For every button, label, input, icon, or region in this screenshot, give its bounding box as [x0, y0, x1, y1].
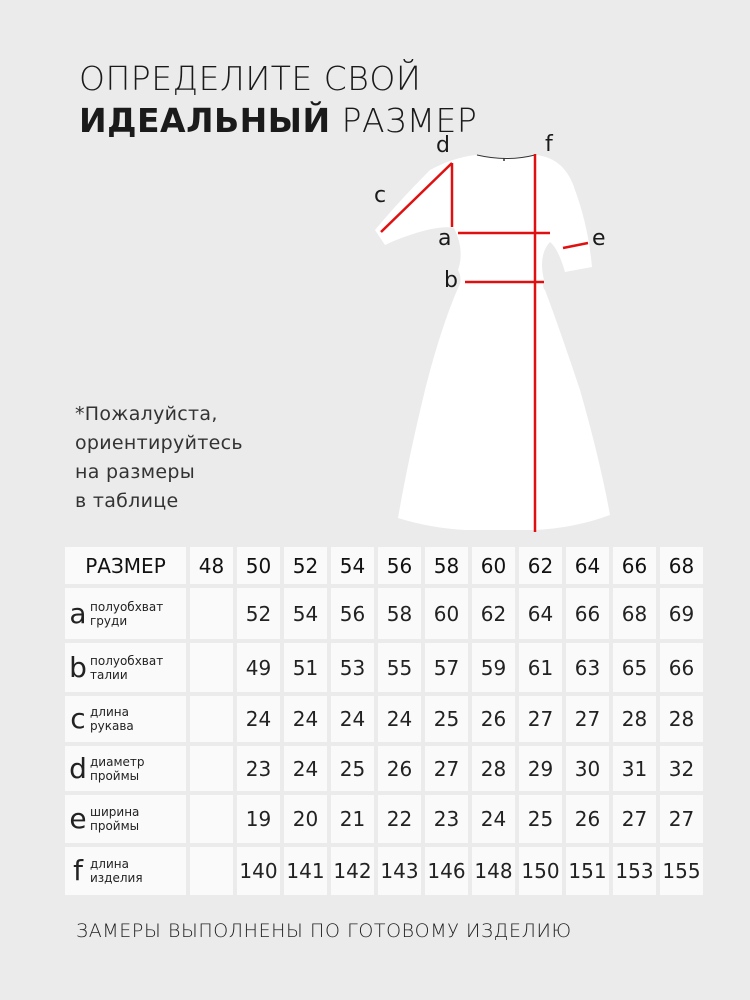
- measure-letter: f: [73, 854, 83, 887]
- size-header: 62: [519, 547, 562, 584]
- measure-desc: полуобхват: [90, 599, 164, 614]
- label-c: c: [374, 183, 387, 208]
- title-line-1: ОПРЕДЕЛИТЕ СВОЙ: [79, 59, 422, 98]
- table-cell: 57: [425, 643, 468, 692]
- table-cell: 28: [660, 696, 703, 742]
- table-cell: 60: [425, 588, 468, 639]
- table-cell: 27: [425, 746, 468, 791]
- table-row: [65, 588, 703, 639]
- table-cell: 24: [331, 696, 374, 742]
- table-cell: 24: [284, 696, 327, 742]
- dress-shape: [375, 155, 610, 530]
- table-cell: 27: [519, 696, 562, 742]
- measure-letter: b: [69, 650, 87, 684]
- table-cell: 27: [613, 795, 656, 843]
- title-bold-word: ИДЕАЛЬНЫЙ: [79, 101, 331, 140]
- table-cell: 19: [237, 795, 280, 843]
- table-cell: 24: [237, 696, 280, 742]
- table-cell: [190, 847, 233, 895]
- note-line: на размеры: [75, 461, 195, 483]
- table-cell: 150: [519, 847, 562, 895]
- measure-letter: e: [69, 802, 87, 835]
- table-cell: 148: [472, 847, 515, 895]
- table-cell: [190, 588, 233, 639]
- table-cell: 143: [378, 847, 421, 895]
- size-header: 50: [237, 547, 280, 584]
- table-cell: 69: [660, 588, 703, 639]
- measure-letter: d: [69, 751, 87, 785]
- row-label: [65, 847, 186, 895]
- table-cell: 32: [660, 746, 703, 791]
- table-cell: 142: [331, 847, 374, 895]
- table-row: [65, 795, 703, 843]
- table-cell: 64: [519, 588, 562, 639]
- note-line: в таблице: [75, 490, 179, 512]
- size-table: [65, 547, 703, 895]
- size-header: 64: [566, 547, 609, 584]
- table-header-row: [65, 547, 703, 584]
- size-note: [75, 400, 243, 516]
- table-cell: [190, 746, 233, 791]
- row-label: [65, 746, 186, 791]
- table-cell: 24: [378, 696, 421, 742]
- row-label: [65, 696, 186, 742]
- footer-note: ЗАМЕРЫ ВЫПОЛНЕНЫ ПО ГОТОВОМУ ИЗДЕЛИЮ: [76, 920, 572, 942]
- table-cell: 66: [660, 643, 703, 692]
- table-cell: 58: [378, 588, 421, 639]
- table-cell: 22: [378, 795, 421, 843]
- measure-desc: проймы: [90, 819, 140, 833]
- measure-desc: проймы: [90, 768, 140, 783]
- note-line: *Пожалуйста,: [75, 403, 218, 425]
- dress-measurement-diagram: [360, 130, 640, 540]
- label-e: e: [592, 226, 606, 251]
- measure-desc: диаметр: [90, 754, 145, 769]
- table-cell: 146: [425, 847, 468, 895]
- measure-desc: изделия: [90, 871, 143, 885]
- table-cell: [190, 696, 233, 742]
- table-cell: 59: [472, 643, 515, 692]
- table-cell: 23: [425, 795, 468, 843]
- row-label: [65, 795, 186, 843]
- table-cell: [190, 795, 233, 843]
- measure-desc: полуобхват: [90, 653, 164, 668]
- table-cell: 141: [284, 847, 327, 895]
- table-cell: 155: [660, 847, 703, 895]
- table-cell: 21: [331, 795, 374, 843]
- measure-desc: груди: [90, 613, 128, 628]
- table-cell: 61: [519, 643, 562, 692]
- row-label: [65, 643, 186, 692]
- label-a: a: [438, 226, 452, 251]
- table-cell: 24: [472, 795, 515, 843]
- measure-desc: талии: [90, 667, 128, 682]
- table-cell: 63: [566, 643, 609, 692]
- table-cell: 28: [472, 746, 515, 791]
- header-size-label: РАЗМЕР: [65, 547, 186, 584]
- table-row: [65, 643, 703, 692]
- table-cell: 25: [331, 746, 374, 791]
- table-cell: 65: [613, 643, 656, 692]
- table-cell: 53: [331, 643, 374, 692]
- measure-desc: ширина: [90, 805, 140, 819]
- table-cell: 23: [237, 746, 280, 791]
- table-cell: 25: [425, 696, 468, 742]
- table-cell: 66: [566, 588, 609, 639]
- dress-silhouette-icon: [360, 130, 640, 540]
- label-b: b: [444, 268, 458, 293]
- table-cell: 54: [284, 588, 327, 639]
- table-cell: 151: [566, 847, 609, 895]
- table-cell: 28: [613, 696, 656, 742]
- table-cell: 26: [378, 746, 421, 791]
- table-row: [65, 847, 703, 895]
- table-cell: 49: [237, 643, 280, 692]
- table-cell: 24: [284, 746, 327, 791]
- table-cell: 55: [378, 643, 421, 692]
- measure-desc: длина: [90, 705, 129, 719]
- size-header: 66: [613, 547, 656, 584]
- size-header: 48: [190, 547, 233, 584]
- table-cell: 52: [237, 588, 280, 639]
- table-cell: 26: [566, 795, 609, 843]
- table-cell: 27: [566, 696, 609, 742]
- label-f: f: [545, 132, 553, 157]
- title-rest-word: РАЗМЕР: [341, 101, 478, 140]
- size-header: 68: [660, 547, 703, 584]
- measure-letter: a: [69, 596, 87, 630]
- table-cell: 26: [472, 696, 515, 742]
- measure-desc: рукава: [90, 719, 134, 733]
- table-cell: 31: [613, 746, 656, 791]
- measure-letter: c: [70, 702, 86, 735]
- table-cell: 29: [519, 746, 562, 791]
- table-cell: 30: [566, 746, 609, 791]
- table-cell: 153: [613, 847, 656, 895]
- table-cell: 20: [284, 795, 327, 843]
- size-header: 58: [425, 547, 468, 584]
- size-header: 56: [378, 547, 421, 584]
- measure-desc: длина: [90, 857, 129, 871]
- note-line: ориентируйтесь: [75, 432, 243, 454]
- table-cell: 51: [284, 643, 327, 692]
- table-row: [65, 746, 703, 791]
- table-cell: 140: [237, 847, 280, 895]
- table-cell: 62: [472, 588, 515, 639]
- table-cell: 25: [519, 795, 562, 843]
- table-cell: 27: [660, 795, 703, 843]
- table-cell: 56: [331, 588, 374, 639]
- row-label: [65, 588, 186, 639]
- table-cell: [190, 643, 233, 692]
- table-row: [65, 696, 703, 742]
- size-header: 52: [284, 547, 327, 584]
- size-header: 60: [472, 547, 515, 584]
- table-cell: 68: [613, 588, 656, 639]
- size-header: 54: [331, 547, 374, 584]
- label-d: d: [436, 133, 450, 158]
